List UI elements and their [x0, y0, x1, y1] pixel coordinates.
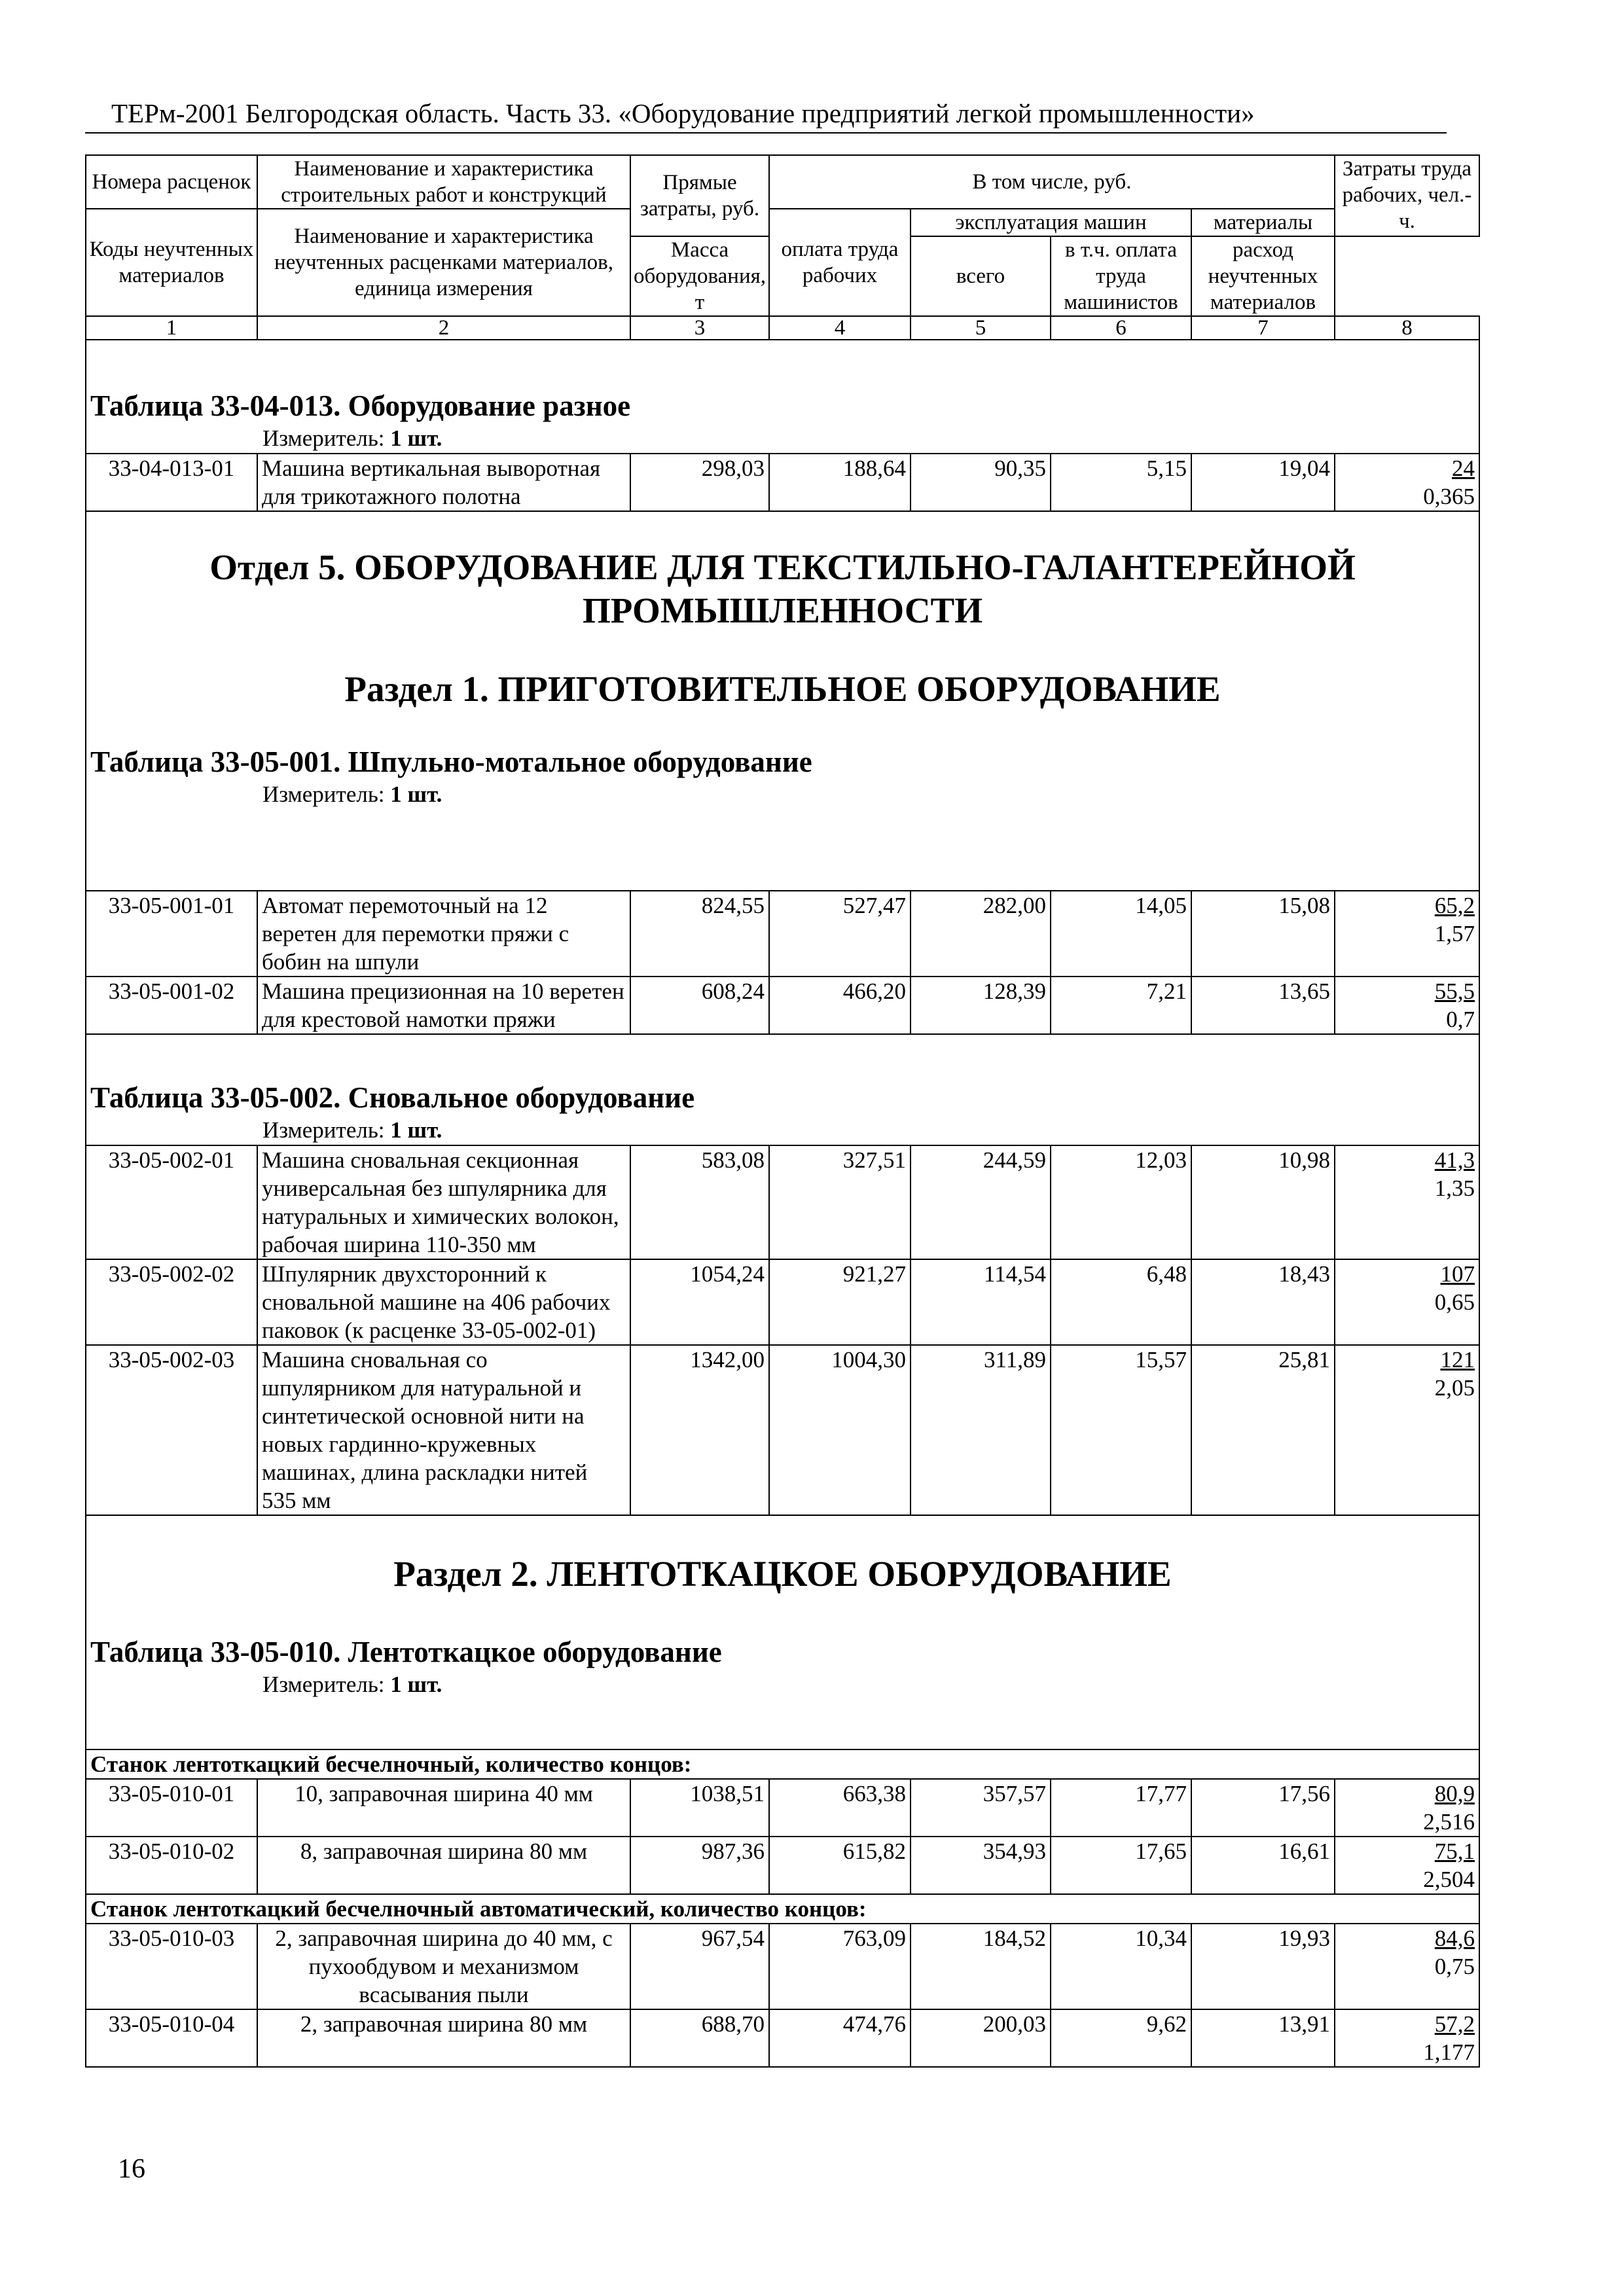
column-number: 6 [1051, 316, 1191, 340]
table-row [86, 1259, 1479, 1345]
table-row [86, 977, 1479, 1034]
rate-name: Машина сновальная секционная универсальная без шпулярника для натуральных и химических волокон, рабочая ширина 110-350 мм [257, 1145, 630, 1259]
machines-total: 244,59 [911, 1145, 1051, 1259]
operators-pay: 6,48 [1051, 1259, 1191, 1345]
division-title: Отдел 5. ОБОРУДОВАНИЕ ДЛЯ ТЕКСТИЛЬНО-ГАЛАНТЕРЕЙНОЙ [209, 547, 1356, 587]
workers-pay: 763,09 [769, 1924, 911, 2009]
operators-pay: 10,34 [1051, 1924, 1191, 2009]
labor-mass: 65,2 1,57 [1335, 891, 1479, 977]
machines-total: 114,54 [911, 1259, 1051, 1345]
rate-code: 33-05-002-01 [86, 1145, 257, 1259]
division-title-line2: ПРОМЫШЛЕННОСТИ [583, 590, 983, 630]
column-number: 4 [769, 316, 911, 340]
workers-pay: 527,47 [769, 891, 911, 977]
labor-mass: 55,5 0,7 [1335, 977, 1479, 1034]
column-number: 5 [911, 316, 1051, 340]
rate-name: Автомат перемоточный на 12 веретен для перемотки пряжи с бобин на шпули [257, 891, 630, 977]
table-row [86, 891, 1479, 977]
workers-pay: 1004,30 [769, 1345, 911, 1515]
column-number: 7 [1191, 316, 1335, 340]
rate-code: 33-05-002-02 [86, 1259, 257, 1345]
labor-mass: 107 0,65 [1335, 1259, 1479, 1345]
machines-total: 200,03 [911, 2009, 1051, 2067]
machines-total: 184,52 [911, 1924, 1051, 2009]
section-block [86, 1515, 1479, 1749]
materials: 25,81 [1191, 1345, 1335, 1515]
workers-pay: 663,38 [769, 1779, 911, 1837]
running-header: ТЕРм-2001 Белгородская область. Часть 33. «Оборудование предприятий легкой промышленности» [111, 98, 1255, 128]
workers-pay: 188,64 [769, 454, 911, 511]
measure-line: Измеритель: 1 шт. [262, 425, 442, 451]
table-title: Таблица 33-05-001. Шпульно-мотальное оборудование [90, 745, 812, 778]
labor-mass: 121 2,05 [1335, 1345, 1479, 1515]
operators-pay: 17,77 [1051, 1779, 1191, 1837]
section-title: Раздел 2. ЛЕНТОТКАЦКОЕ ОБОРУДОВАНИЕ [393, 1554, 1172, 1594]
materials: 19,93 [1191, 1924, 1335, 2009]
table-title: Таблица 33-04-013. Оборудование разное [90, 389, 631, 422]
rate-name: 10, заправочная ширина 40 мм [257, 1779, 630, 1837]
operators-pay: 9,62 [1051, 2009, 1191, 2067]
measure-line: Измеритель: 1 шт. [262, 1672, 442, 1697]
machines-total: 90,35 [911, 454, 1051, 511]
materials: 18,43 [1191, 1259, 1335, 1345]
col1-bottom-header: Коды неучтенных материалов [86, 209, 257, 316]
header-row-2 [86, 209, 1479, 236]
group-row [86, 1894, 1479, 1924]
rate-code: 33-05-002-03 [86, 1345, 257, 1515]
table-row [86, 1779, 1479, 1837]
direct-costs: 298,03 [630, 454, 769, 511]
workers-pay: 921,27 [769, 1259, 911, 1345]
rate-code: 33-05-001-01 [86, 891, 257, 977]
header-rule [85, 132, 1447, 134]
workers-pay: 474,76 [769, 2009, 911, 2067]
col2-top-header: Наименование и характеристика строительных работ и конструкций [257, 155, 630, 209]
rate-name: Машина прецизионная на 10 веретен для крестовой намотки пряжи [257, 977, 630, 1034]
direct-costs: 1342,00 [630, 1345, 769, 1515]
workers-pay: 466,20 [769, 977, 911, 1034]
direct-costs: 824,55 [630, 891, 769, 977]
table-caption-block [86, 340, 1479, 454]
col6-header: в т.ч. оплата труда машинистов [1051, 236, 1191, 316]
workers-pay: 615,82 [769, 1837, 911, 1894]
col8-bottom-header: Масса оборудования, т [630, 236, 769, 316]
column-number: 2 [257, 316, 630, 340]
col8-top-header: Затраты труда рабочих, чел.-ч. [1335, 155, 1479, 236]
table-caption-block [86, 1034, 1479, 1145]
column-number: 3 [630, 316, 769, 340]
machines-total: 354,93 [911, 1837, 1051, 1894]
machines-total: 282,00 [911, 891, 1051, 977]
materials: 17,56 [1191, 1779, 1335, 1837]
direct-costs: 583,08 [630, 1145, 769, 1259]
labor-mass: 84,6 0,75 [1335, 1924, 1479, 2009]
table-row [86, 1145, 1479, 1259]
column-number: 1 [86, 316, 257, 340]
materials: 19,04 [1191, 454, 1335, 511]
section-block [86, 511, 1479, 891]
col4-header: оплата труда рабочих [769, 209, 911, 316]
rate-code: 33-05-010-02 [86, 1837, 257, 1894]
group-heading: Станок лентоткацкий бесчелночный автоматический, количество концов: [86, 1894, 1479, 1924]
rate-name: Машина сновальная со шпулярником для натуральной и синтетической основной нити на новых гардинно-кружевных машинах, длина раскладки нитей 535 мм [257, 1345, 630, 1515]
workers-pay: 327,51 [769, 1145, 911, 1259]
measure-line: Измеритель: 1 шт. [262, 1117, 442, 1143]
column-number: 8 [1335, 316, 1479, 340]
operators-pay: 17,65 [1051, 1837, 1191, 1894]
materials: 13,65 [1191, 977, 1335, 1034]
incl-header: В том числе, руб. [769, 155, 1335, 209]
operators-pay: 7,21 [1051, 977, 1191, 1034]
materials: 16,61 [1191, 1837, 1335, 1894]
rate-name: Машина вертикальная выворотная для трикотажного полотна [257, 454, 630, 511]
machines-total: 128,39 [911, 977, 1051, 1034]
rate-code: 33-05-010-03 [86, 1924, 257, 2009]
table-row [86, 1924, 1479, 2009]
page-number: 16 [118, 2154, 145, 2184]
col5-header: всего [911, 236, 1051, 316]
direct-costs: 1038,51 [630, 1779, 769, 1837]
rate-code: 33-04-013-01 [86, 454, 257, 511]
direct-costs: 608,24 [630, 977, 769, 1034]
operators-pay: 12,03 [1051, 1145, 1191, 1259]
rate-name: 2, заправочная ширина до 40 мм, с пухообдувом и механизмом всасывания пыли [257, 1924, 630, 2009]
table-row [86, 1345, 1479, 1515]
direct-costs: 1054,24 [630, 1259, 769, 1345]
materials-header: материалы [1191, 209, 1335, 236]
col1-top-header: Номера расценок [86, 155, 257, 209]
labor-mass: 41,3 1,35 [1335, 1145, 1479, 1259]
rate-name: Шпулярник двухсторонний к сновальной машине на 406 рабочих паковок (к расценке 33-05-002-01) [257, 1259, 630, 1345]
machines-total: 311,89 [911, 1345, 1051, 1515]
materials: 15,08 [1191, 891, 1335, 977]
col3-header: Прямые затраты, руб. [630, 155, 769, 236]
labor-mass: 75,1 2,504 [1335, 1837, 1479, 1894]
group-heading: Станок лентоткацкий бесчелночный, количество концов: [86, 1749, 1479, 1779]
rate-code: 33-05-010-01 [86, 1779, 257, 1837]
table-row [86, 454, 1479, 511]
col7-header: расход неучтенных материалов [1191, 236, 1335, 316]
section-title: Раздел 1. ПРИГОТОВИТЕЛЬНОЕ ОБОРУДОВАНИЕ [344, 669, 1221, 709]
col2-bottom-header: Наименование и характеристика неучтенных расценками материалов, единица измерения [257, 209, 630, 316]
rate-name: 8, заправочная ширина 80 мм [257, 1837, 630, 1894]
rates-table [85, 154, 1480, 2068]
direct-costs: 688,70 [630, 2009, 769, 2067]
column-numbers-row [86, 316, 1479, 340]
table-title: Таблица 33-05-002. Сновальное оборудование [90, 1081, 695, 1114]
machines-header: эксплуатация машин [911, 209, 1191, 236]
group-row [86, 1749, 1479, 1779]
rate-code: 33-05-010-04 [86, 2009, 257, 2067]
operators-pay: 14,05 [1051, 891, 1191, 977]
rate-code: 33-05-001-02 [86, 977, 257, 1034]
labor-mass: 57,2 1,177 [1335, 2009, 1479, 2067]
operators-pay: 5,15 [1051, 454, 1191, 511]
materials: 10,98 [1191, 1145, 1335, 1259]
direct-costs: 987,36 [630, 1837, 769, 1894]
materials: 13,91 [1191, 2009, 1335, 2067]
rate-name: 2, заправочная ширина 80 мм [257, 2009, 630, 2067]
table-row [86, 1837, 1479, 1894]
table-title: Таблица 33-05-010. Лентоткацкое оборудование [90, 1636, 722, 1668]
labor-mass: 24 0,365 [1335, 454, 1479, 511]
header-row-1 [86, 155, 1479, 209]
machines-total: 357,57 [911, 1779, 1051, 1837]
measure-line: Измеритель: 1 шт. [262, 781, 442, 807]
table-row [86, 2009, 1479, 2067]
labor-mass: 80,9 2,516 [1335, 1779, 1479, 1837]
operators-pay: 15,57 [1051, 1345, 1191, 1515]
direct-costs: 967,54 [630, 1924, 769, 2009]
